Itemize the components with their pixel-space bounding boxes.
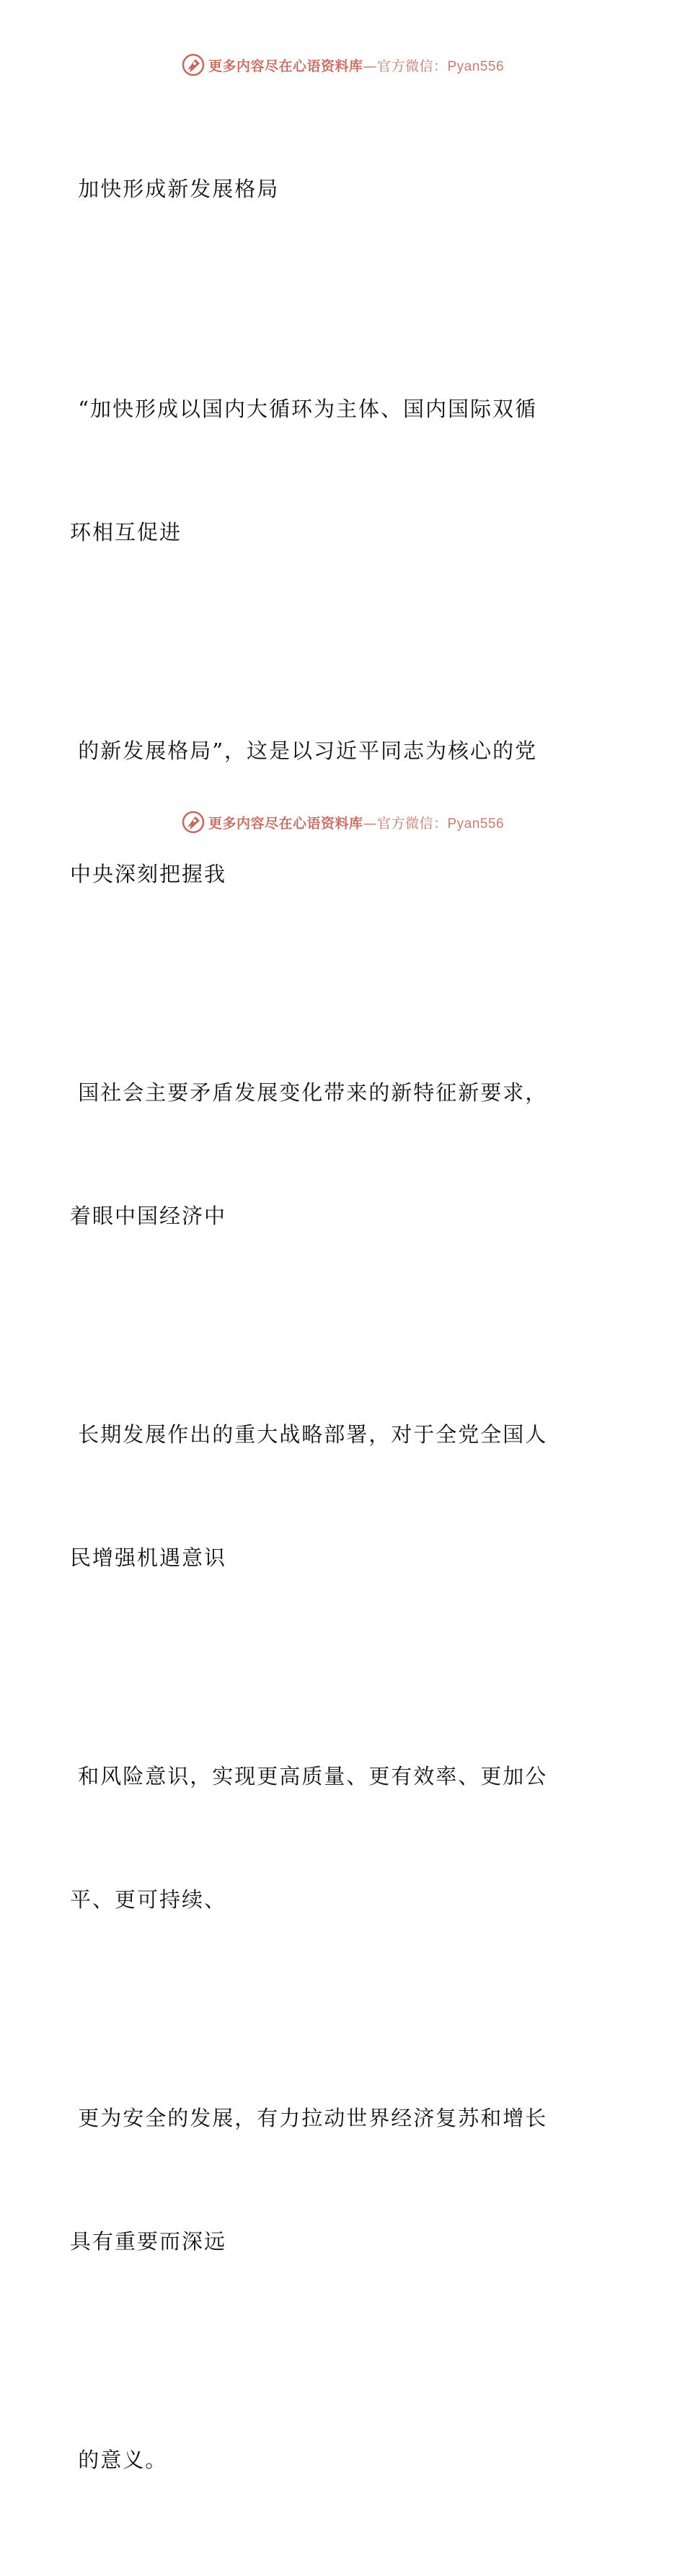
footer-brand: 更多内容尽在心语资料库 xyxy=(208,815,363,832)
pen-nib-logo-icon xyxy=(181,810,206,834)
text-line: 更为安全的发展，有力拉动世界经济复苏和增长 xyxy=(70,2106,548,2130)
footer-contact-label: 官方微信： xyxy=(376,815,448,832)
paragraph xyxy=(70,306,618,635)
header-banner xyxy=(0,50,685,79)
header-contact-label: 官方微信： xyxy=(376,58,448,74)
footer-banner xyxy=(0,808,685,837)
header-brand: 更多内容尽在心语资料库 xyxy=(208,58,363,74)
header-text xyxy=(208,56,504,75)
document-body xyxy=(70,87,618,2576)
text-line: 的新发展格局”，这是以习近平同志为核心的党 xyxy=(70,738,538,763)
text-line: 平、更可持续、 xyxy=(70,1887,227,1912)
text-line: 加快形成新发展格局 xyxy=(70,177,280,201)
text-line: “加快形成以国内大循环为主体、国内国际双循 xyxy=(70,397,538,421)
document-title xyxy=(70,87,618,292)
text-line: 和风险意识，实现更高质量、更有效率、更加公 xyxy=(70,1764,548,1788)
text-line: 长期发展作出的重大战略部署，对于全党全国人 xyxy=(70,1422,548,1447)
footer-contact-id: Pyan556 xyxy=(447,816,505,832)
paragraph xyxy=(70,990,618,1319)
text-line: 环相互促进 xyxy=(70,520,182,544)
paragraph xyxy=(70,2016,618,2345)
footer-separator: — xyxy=(363,815,377,832)
footer-text xyxy=(208,813,504,832)
paragraph xyxy=(70,1332,618,1661)
text-line: 民增强机遇意识 xyxy=(70,1545,227,1570)
paragraph xyxy=(70,1674,618,2003)
pen-nib-logo-icon xyxy=(181,53,206,77)
header-separator: — xyxy=(363,58,377,74)
text-line: 中央深刻把握我 xyxy=(70,862,227,886)
text-line: 着眼中国经济中 xyxy=(70,1204,227,1228)
text-line: 国社会主要矛盾发展变化带来的新特征新要求， xyxy=(70,1080,548,1105)
text-line: 具有重要而深远 xyxy=(70,2229,227,2254)
header-contact-id: Pyan556 xyxy=(447,58,505,74)
text-line: 的意义。 xyxy=(70,2448,168,2472)
paragraph xyxy=(70,2357,618,2563)
